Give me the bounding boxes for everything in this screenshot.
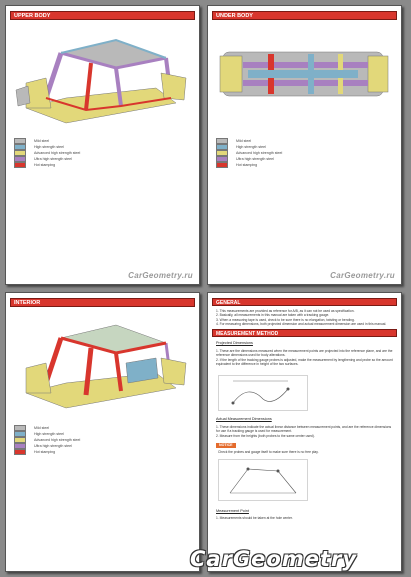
notice-label: NOTICE — [216, 443, 236, 448]
swatch-hot — [14, 449, 26, 455]
general-list — [216, 309, 394, 327]
legend — [14, 138, 80, 168]
projected-item: 2. If the length of the tracking gauge probes is adjusted, make the measurement by lengthening and probe so the amount equivalent to the difference in height of the two surfaces. — [216, 357, 393, 367]
legend-label: Mild steel — [236, 139, 252, 143]
brand-small: CarGeometry.ru — [128, 271, 193, 280]
legend-label: Mild steel — [34, 139, 50, 143]
swatch-hot — [216, 162, 228, 168]
under-body-illustration — [208, 34, 401, 114]
legend — [216, 138, 282, 168]
legend-label: Mild steel — [34, 426, 50, 430]
legend-label: High strength steel — [34, 145, 64, 149]
legend-label: Ultra high strength steel — [34, 444, 72, 448]
legend-label: Ultra high strength steel — [34, 157, 72, 161]
page-interior — [5, 292, 200, 572]
point-title: Measurement Point — [216, 509, 249, 513]
page-title: UPPER BODY — [10, 11, 195, 20]
point-item: 1. Measurements should be taken at the hole center. — [216, 516, 293, 520]
legend-label: Advanced high strength steel — [34, 151, 81, 155]
projected-title: Projected Dimensions — [216, 341, 253, 345]
legend-label: Hot stamping — [34, 163, 56, 167]
actual-diagram — [218, 459, 308, 501]
legend-label: High strength steel — [236, 145, 266, 149]
legend-item — [14, 162, 80, 168]
legend-label: Advanced high strength steel — [236, 151, 283, 155]
actual-item: 1. These dimensions indicate the actual linear distance between measurement points, and are the reference dimensions for use if a tracking gauge is used for measurement. — [216, 425, 392, 434]
brand-small: CarGeometry.ru — [330, 271, 395, 280]
actual-list — [216, 425, 394, 438]
legend-item — [14, 449, 80, 455]
legend-label: Hot stamping — [236, 163, 258, 167]
general-item: 2. Basically, all measurements in this manual are taken with a tracking gauge. — [216, 313, 330, 318]
swatch-hot — [14, 162, 26, 168]
page-general — [207, 292, 402, 572]
upper-body-illustration — [6, 28, 199, 138]
projected-list — [216, 349, 394, 367]
page-under-body — [207, 5, 402, 285]
general-item: 4. For measuring dimensions, both projected dimension and actual measurement dimension are used in this manual. — [216, 322, 387, 327]
actual-item: 2. Measure from the heights (both probes to the same center used). — [216, 433, 315, 438]
general-item: 3. When a measuring tape is used, check to be sure there is no elongation, twisting or bending. — [216, 317, 355, 322]
page-title: INTERIOR — [10, 298, 195, 307]
watermark: CarGeometry — [190, 547, 358, 571]
notice-text: Check the probes and gauge itself to make sure there is no free play. — [218, 450, 319, 454]
page-upper-body — [5, 5, 200, 285]
point-list — [216, 516, 394, 520]
legend-label: High strength steel — [34, 432, 64, 436]
legend — [14, 425, 80, 455]
projected-item: 1. These are the dimensions measured when the measurement points are projected into the reference plane, and are the reference dimensions used for body alterations. — [216, 349, 393, 358]
actual-title: Actual Measurement Dimensions — [216, 417, 272, 421]
projected-diagram — [218, 375, 308, 411]
legend-item — [216, 162, 282, 168]
legend-label: Advanced high strength steel — [34, 438, 81, 442]
legend-label: Ultra high strength steel — [236, 157, 274, 161]
legend-label: Hot stamping — [34, 450, 56, 454]
interior-illustration — [6, 313, 199, 423]
page-title: UNDER BODY — [212, 11, 397, 20]
section-header-general: GENERAL — [212, 298, 397, 306]
general-item: 1. This measurements are provided as reference for A/B, as it can not be used as specification. — [216, 309, 355, 313]
section-header-method: MEASUREMENT METHOD — [212, 329, 397, 337]
